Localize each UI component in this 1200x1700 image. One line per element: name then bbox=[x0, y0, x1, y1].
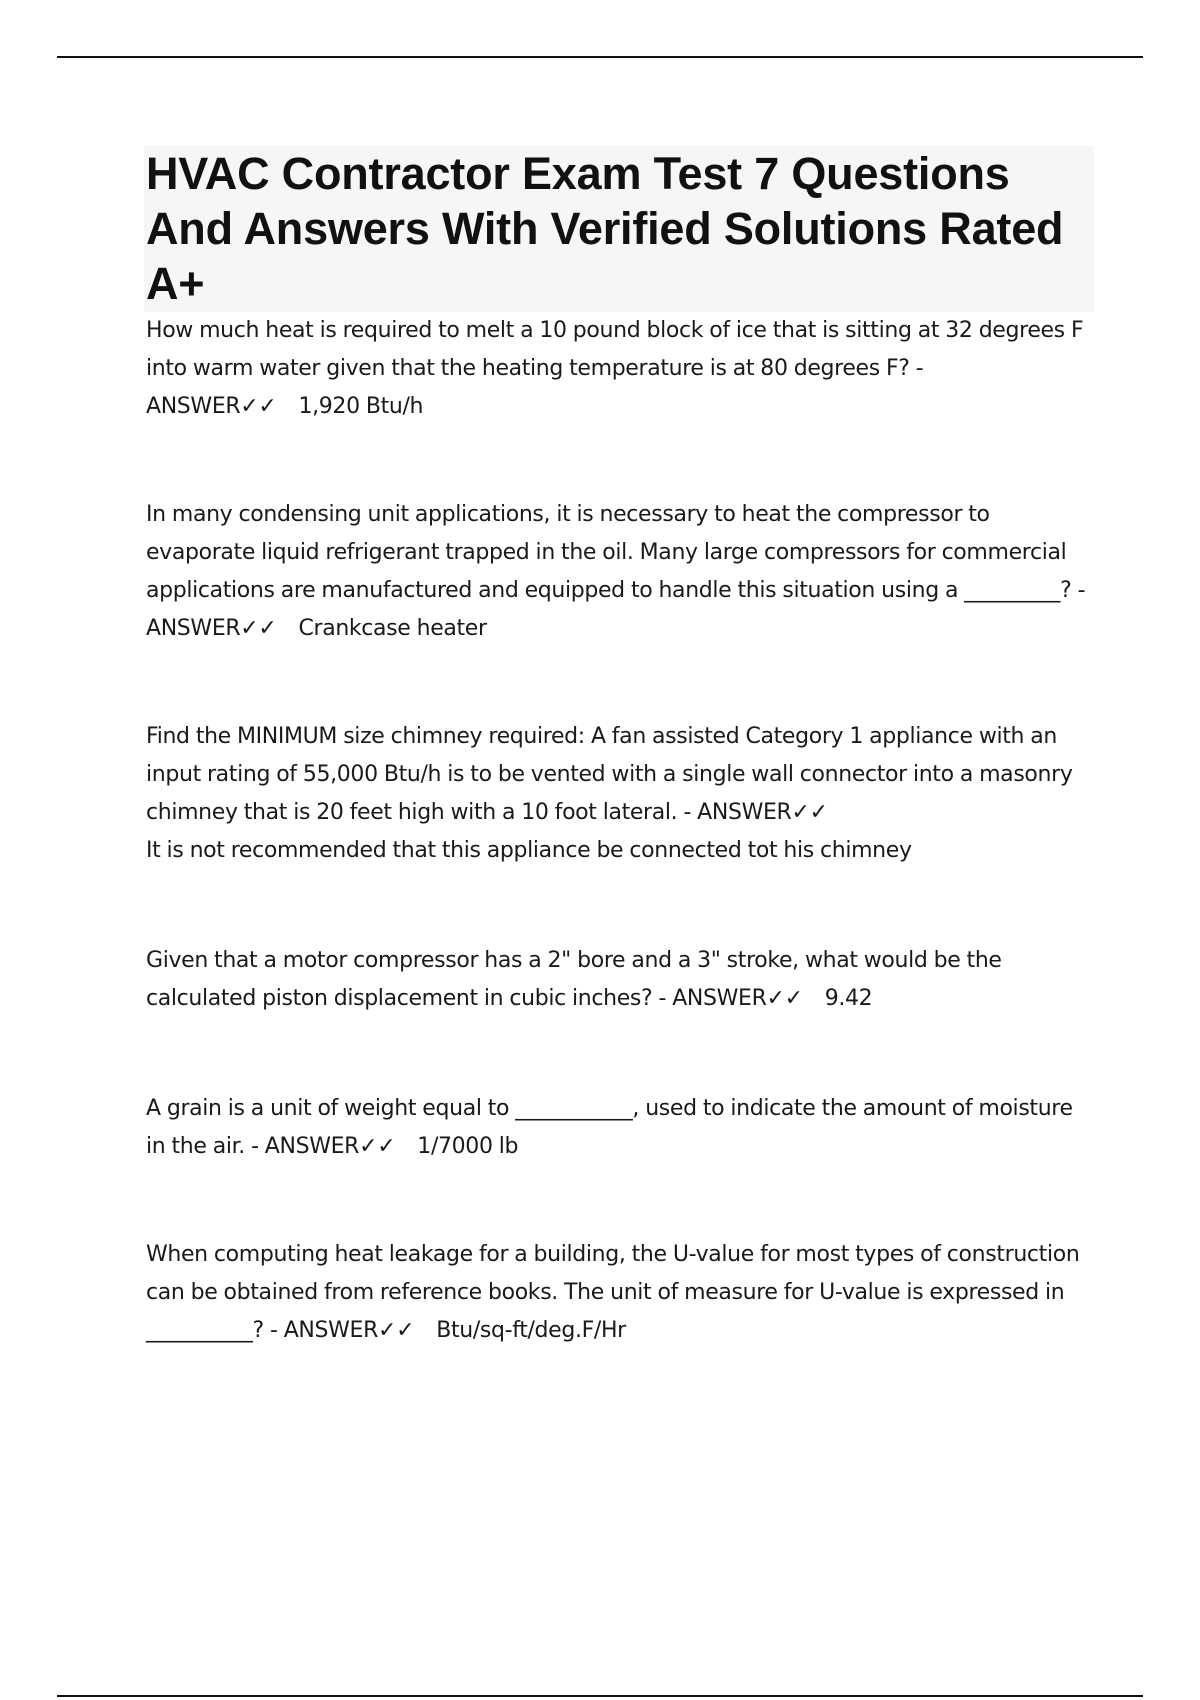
answer-text: Btu/sq-ft/deg.F/Hr bbox=[436, 1318, 626, 1343]
answer-text: 1/7000 lb bbox=[417, 1134, 519, 1159]
answer-marker: - ANSWER✓✓ bbox=[269, 1318, 415, 1343]
question-text: A grain is a unit of weight equal to ___________, used to indicate the amount of moisture in the air. bbox=[146, 1096, 1073, 1159]
question-text: Find the MINIMUM size chimney required: A fan assisted Category 1 appliance with an input rating of 55,000 Btu/h is to be vented with a single wall connector into a masonry chimney that is 20 feet high with a 10 foot lateral. bbox=[146, 724, 1073, 825]
qa-item-3 bbox=[146, 718, 1096, 870]
question-text: When computing heat leakage for a building, the U-value for most types of construction can be obtained from reference books. The unit of measure for U-value is expressed in __________? bbox=[146, 1242, 1080, 1343]
qa-item-5 bbox=[146, 1090, 1096, 1166]
answer-marker: - ANSWER✓✓ bbox=[251, 1134, 396, 1159]
answer-marker: - ANSWER✓✓ bbox=[683, 800, 828, 825]
qa-item-1 bbox=[146, 312, 1096, 426]
answer-text: Crankcase heater bbox=[298, 616, 487, 641]
document-title: HVAC Contractor Exam Test 7 Questions And Answers With Verified Solutions Rated A+ bbox=[146, 148, 1064, 309]
question-text: In many condensing unit applications, it is necessary to heat the compressor to evaporate liquid refrigerant trapped in the oil. Many large compressors for commercial applications are manufactured and equipped to handle this situation using a _________? bbox=[146, 502, 1072, 603]
answer-marker: - ANSWER✓✓ bbox=[658, 986, 803, 1011]
question-text: Given that a motor compressor has a 2" bore and a 3" stroke, what would be the calculated piston displacement in cubic inches? bbox=[146, 948, 1002, 1011]
qa-item-4 bbox=[146, 942, 1096, 1018]
answer-text: It is not recommended that this appliance be connected tot his chimney bbox=[146, 838, 912, 863]
answer-text: 9.42 bbox=[824, 986, 873, 1011]
title-block bbox=[144, 146, 1094, 312]
qa-item-2 bbox=[146, 496, 1096, 648]
qa-item-6 bbox=[146, 1236, 1096, 1350]
answer-marker: - ANSWER✓✓ bbox=[146, 578, 1086, 641]
question-text: How much heat is required to melt a 10 pound block of ice that is sitting at 32 degrees F into warm water given that the heating temperature is at 80 degrees F? bbox=[146, 318, 1084, 381]
answer-marker: - ANSWER✓✓ bbox=[146, 356, 924, 419]
bottom-rule bbox=[57, 1695, 1143, 1697]
top-rule bbox=[57, 56, 1143, 58]
answer-text: 1,920 Btu/h bbox=[298, 394, 424, 419]
